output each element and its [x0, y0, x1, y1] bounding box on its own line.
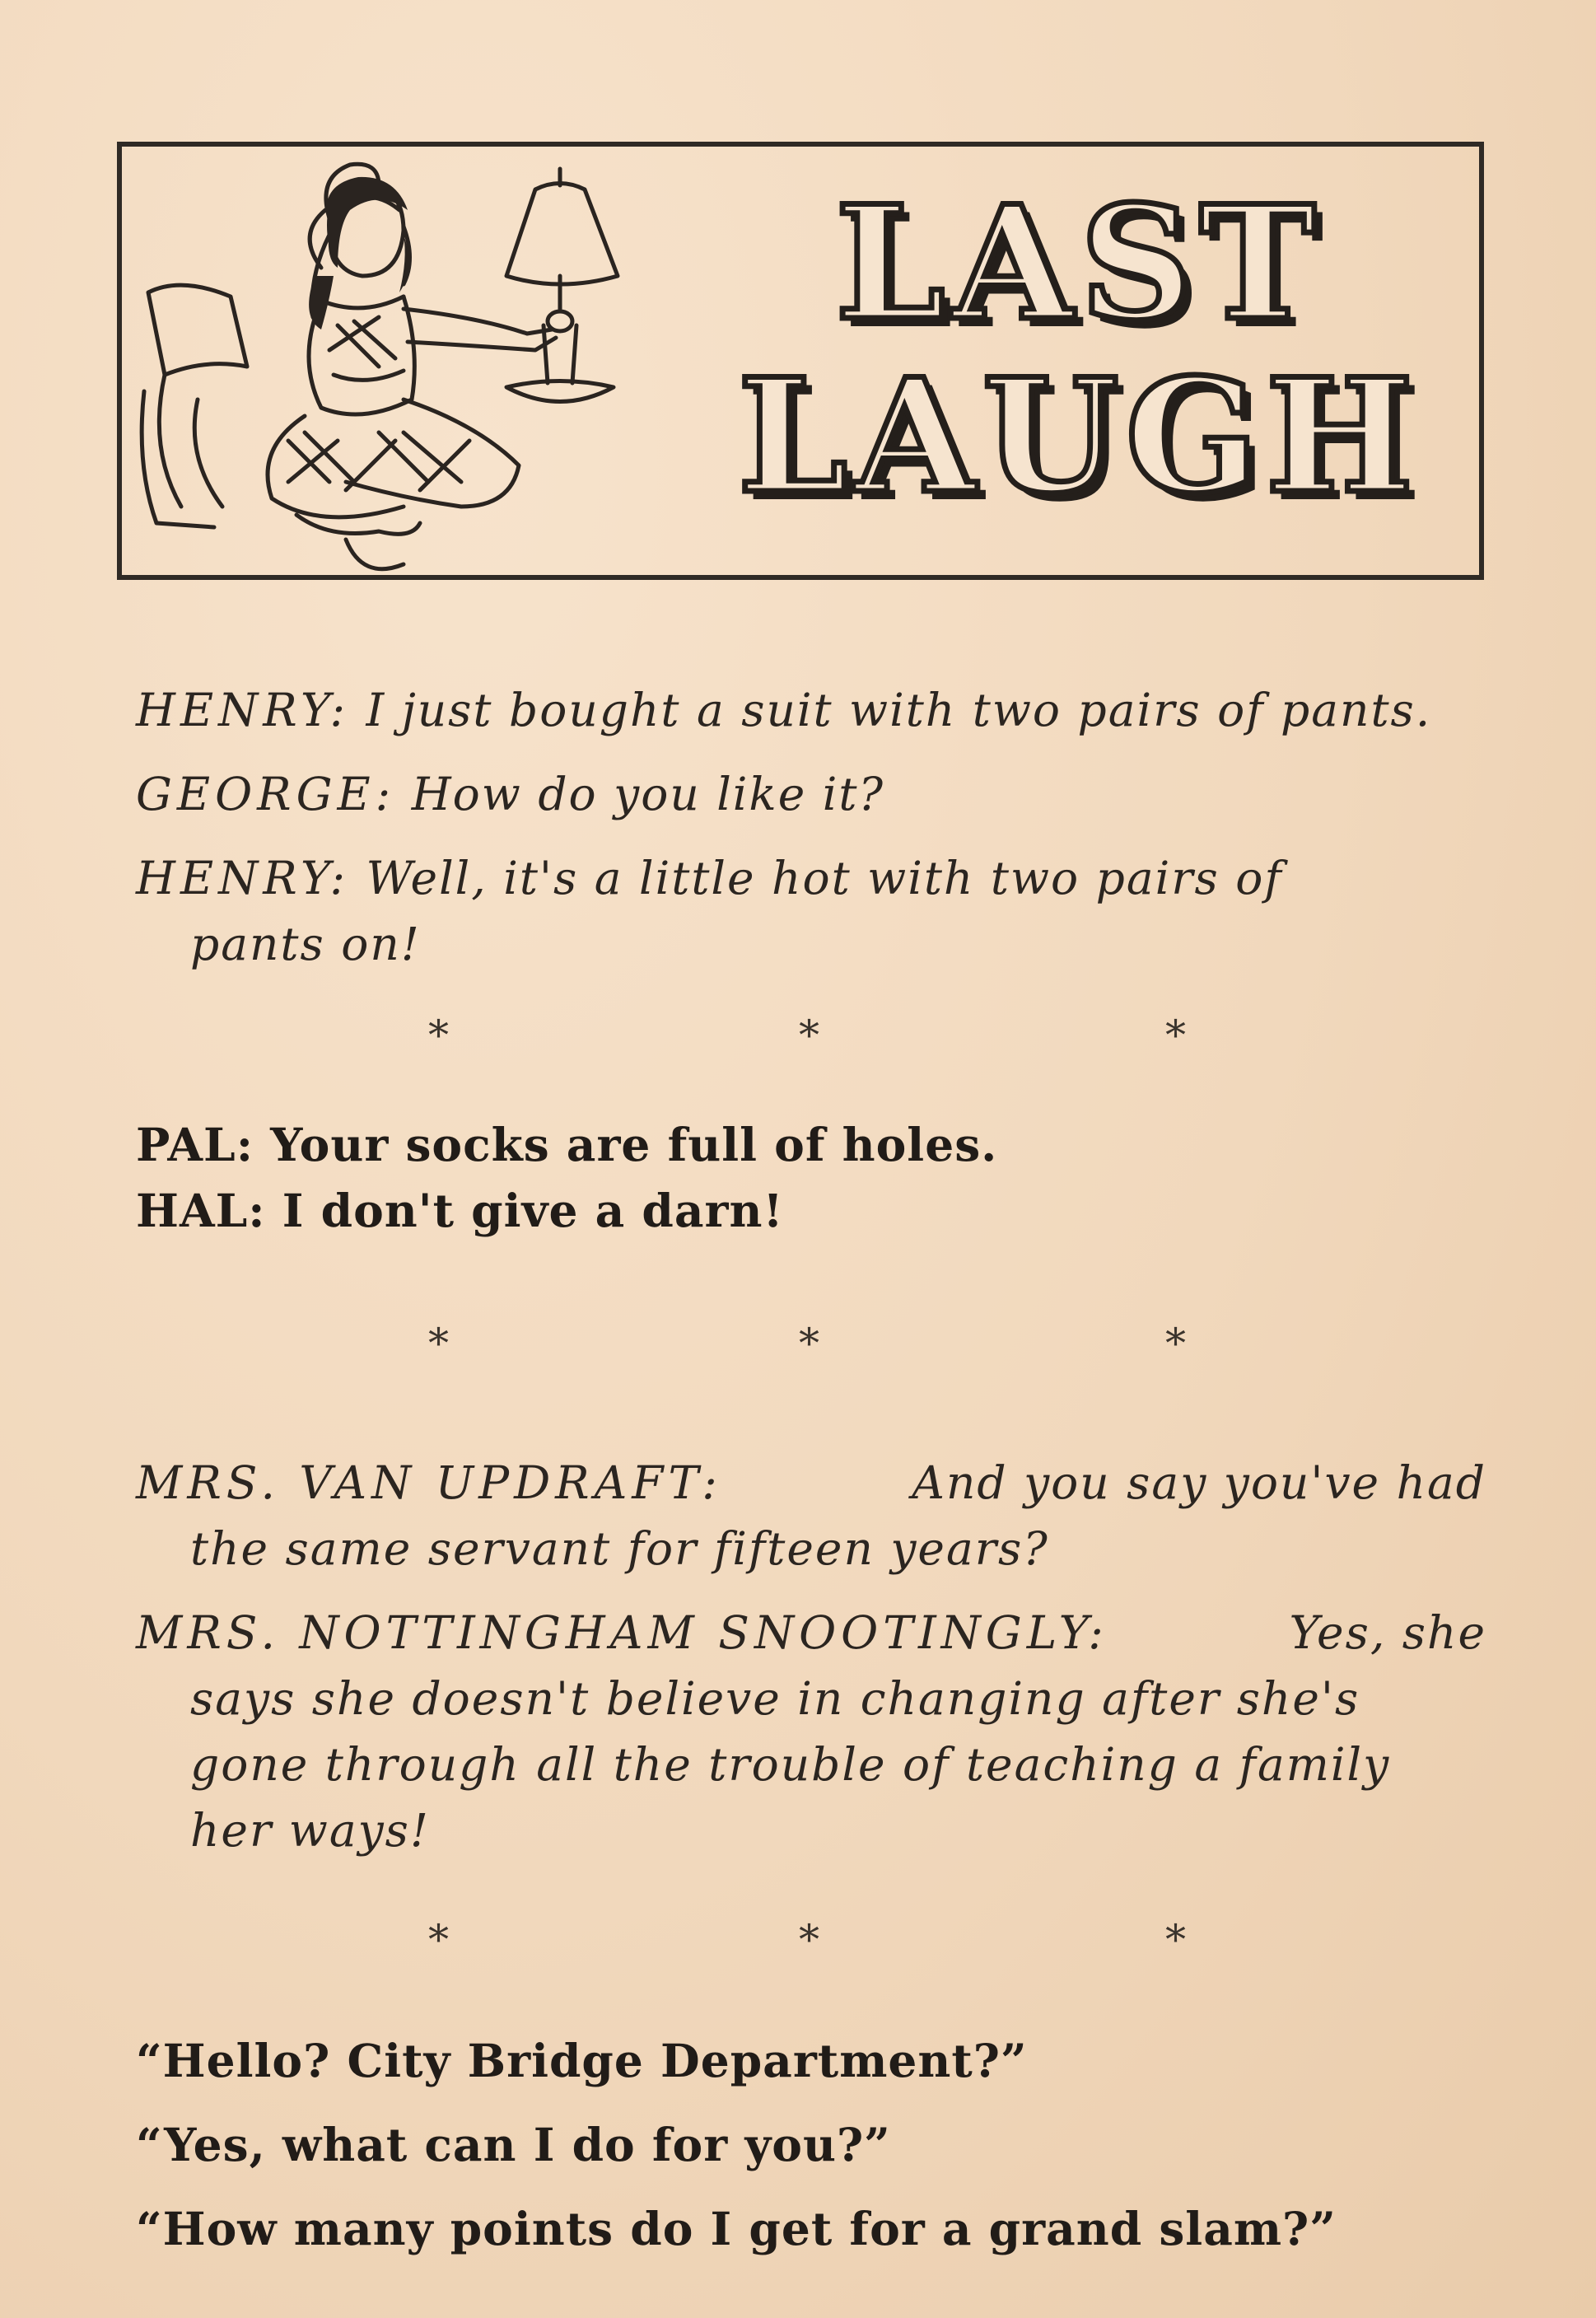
dialogue-line [136, 1600, 1486, 1666]
dialogue-text: And you say you've had [912, 1456, 1486, 1509]
dialogue-line [136, 1450, 1486, 1516]
dialogue-line [136, 677, 1486, 743]
joke-henry-george [136, 677, 1486, 977]
speaker-label: GEORGE: [136, 768, 396, 820]
separator-stars [136, 1916, 1486, 1982]
dialogue-line: “Hello? City Bridge Department?” [136, 2034, 1028, 2087]
dialogue-line [136, 1112, 1486, 1178]
separator-star: * [428, 1916, 449, 1964]
title-line-2: LAUGH [737, 344, 1421, 528]
speaker-label: MRS. VAN UPDRAFT: [136, 1456, 722, 1509]
dialogue-line: “Yes, what can I do for you?” [136, 2118, 891, 2171]
dialogue-line: “How many points do I get for a grand slam?” [136, 2202, 1337, 2255]
speaker-label: HAL: [136, 1184, 266, 1237]
dialogue-continuation: gone through all the trouble of teaching a family [190, 1738, 1391, 1791]
dialogue-line [136, 1178, 1486, 1244]
joke-bridge-department [136, 2028, 1486, 2262]
dialogue-text: Yes, she [1289, 1606, 1486, 1659]
jokes-section [136, 677, 1486, 2262]
separator-star: * [799, 1916, 819, 1964]
separator-star: * [1165, 1916, 1186, 1964]
dialogue-text: I don't give a darn! [282, 1184, 784, 1237]
separator-star: * [1165, 1012, 1186, 1059]
separator-star: * [428, 1320, 449, 1367]
dialogue-text: Well, it's a little hot with two pairs of [366, 852, 1283, 904]
separator-star: * [799, 1012, 819, 1059]
dialogue-continuation: says she doesn't believe in changing after she's [190, 1672, 1360, 1725]
dialogue-continuation: her ways! [190, 1804, 431, 1857]
separator-star: * [1165, 1320, 1186, 1367]
woman-with-lamp-illustration [132, 152, 692, 622]
dialogue-continuation: the same servant for fifteen years? [190, 1522, 1049, 1575]
dialogue-continuation: pants on! [190, 918, 421, 970]
speaker-label: MRS. NOTTINGHAM SNOOTINGLY: [136, 1606, 1108, 1659]
dialogue-text: How do you like it? [411, 768, 884, 820]
title-line-1: LAST [835, 171, 1323, 355]
dialogue-line [136, 761, 1486, 827]
dialogue-line [136, 845, 1486, 911]
speaker-label: PAL: [136, 1118, 254, 1171]
separator-stars [136, 1012, 1486, 1077]
dialogue-text: Your socks are full of holes. [270, 1118, 998, 1171]
speaker-label: HENRY: [136, 852, 351, 904]
separator-star: * [428, 1012, 449, 1059]
page-title [725, 171, 1433, 528]
speaker-label: HENRY: [136, 684, 351, 736]
joke-van-updraft [136, 1450, 1486, 1863]
separator-stars [136, 1320, 1486, 1386]
separator-star: * [799, 1320, 819, 1367]
joke-pal-hal [136, 1112, 1486, 1244]
dialogue-text: I just bought a suit with two pairs of pants. [366, 684, 1432, 736]
